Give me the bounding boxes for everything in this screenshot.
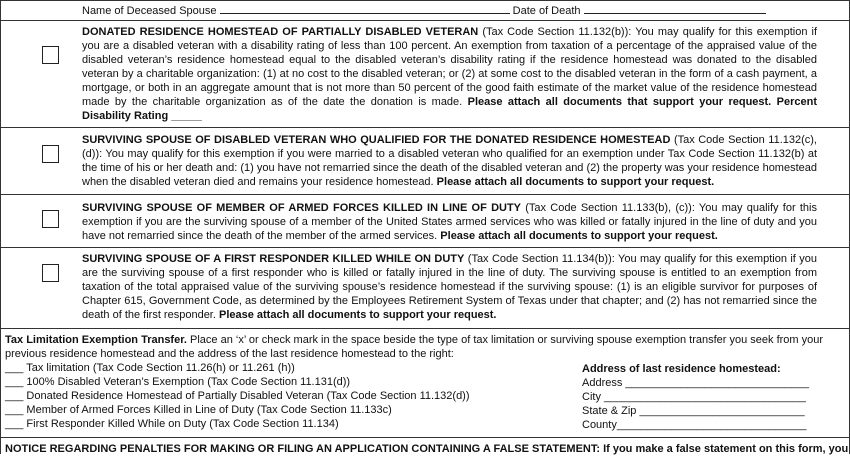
section-attach: Please attach all documents that support your request. <box>467 96 772 108</box>
section-body: You may qualify for this exemption if you are the surviving spouse of a first responder who is killed or fatally injured in the line of duty. The surviving spouse is entitled to an exemption from taxation of the total appraised value of the surviving spouse’s residence homestead if the surviving spouse: (1) is an eligible survivor for purposes of Chapter 615, Government Code, as determined by the Employees Retirement System of Texas under that chapter; and (2) has not remarried since the death of the first responder. <box>82 253 818 321</box>
tax-limitation-option[interactable]: ___ Tax limitation (Tax Code Section 11.26(h) or 11.261 (h)) <box>5 362 295 374</box>
address-heading: Address of last residence homestead: <box>582 363 781 375</box>
left-border <box>0 0 1 454</box>
divider-6 <box>0 437 850 438</box>
deceased-spouse-field[interactable] <box>220 3 510 14</box>
checkbox-armed-forces[interactable] <box>42 210 59 228</box>
section-title: SURVIVING SPOUSE OF A FIRST RESPONDER KILLED WHILE ON DUTY <box>82 253 465 265</box>
divider-2 <box>0 127 850 128</box>
divider-4 <box>0 247 850 248</box>
checkbox-surviving-spouse-donated[interactable] <box>42 145 59 163</box>
deceased-spouse-label: Name of Deceased Spouse <box>82 5 217 17</box>
tax-limitation-title: Tax Limitation Exemption Transfer. <box>5 334 187 346</box>
divider-5 <box>0 328 850 329</box>
section-attach: Please attach all documents to support your request. <box>440 230 718 242</box>
top-rule <box>0 0 850 1</box>
checkbox-first-responder[interactable] <box>42 264 59 282</box>
section-title: SURVIVING SPOUSE OF DISABLED VETERAN WHO QUALIFIED FOR THE DONATED RESIDENCE HOMESTEAD <box>82 134 671 146</box>
section-title: SURVIVING SPOUSE OF MEMBER OF ARMED FORCES KILLED IN LINE OF DUTY <box>82 202 522 214</box>
county-field[interactable]: County_______________________________ <box>582 419 807 431</box>
state-zip-field[interactable]: State & Zip ___________________________ <box>582 405 805 417</box>
section-body: You may qualify for this exemption if you are the surviving spouse of a member of the United States armed services who was killed or fatally injured in the line of duty and you have not remarried since the death of the member of the armed services. <box>82 202 817 242</box>
section-title: DONATED RESIDENCE HOMESTEAD OF PARTIALLY DISABLED VETERAN <box>82 26 479 38</box>
date-of-death-label: Date of Death <box>512 5 581 17</box>
city-field[interactable]: City _________________________________ <box>582 391 806 403</box>
tax-limitation-intro: Place an ‘x’ or check mark in the space beside the type of tax limitation or surviving spouse exemption transfer you seek from your previous residence homestead and the address of the last residence homestead to the right: <box>5 334 824 360</box>
section-body: You may qualify for this exemption if you were married to a disabled veteran who qualified for an exemption under Tax Code Section 11.132(b) at the time of his or her death and: (1) you have not remarried since the death of the disabled veteran and (2) the property was your residence homestead when the disabled veteran died and remains your residence homestead. <box>82 148 817 188</box>
armed-forces-option[interactable]: ___ Member of Armed Forces Killed in Line of Duty (Tax Code Section 11.133c) <box>5 404 392 416</box>
section-attach: Please attach all documents to support your request. <box>436 176 715 188</box>
date-of-death-field[interactable] <box>584 3 766 14</box>
section-cite: (Tax Code Section 11.132(c), (d)): <box>82 134 817 160</box>
divider-3 <box>0 194 850 195</box>
section-cite: (Tax Code Section 11.134(b)): <box>467 253 615 265</box>
section-armed-forces <box>82 201 817 243</box>
section-attach: Please attach all documents to support your request. <box>218 309 497 321</box>
percent-disability-rating[interactable]: Percent Disability Rating _____ <box>82 96 817 122</box>
disabled-veteran-option[interactable]: ___ 100% Disabled Veteran’s Exemption (Tax Code Section 11.131(d)) <box>5 376 351 388</box>
divider-1 <box>0 20 850 21</box>
section-surviving-spouse-donated <box>82 133 817 189</box>
checkbox-donated-residence[interactable] <box>42 46 59 64</box>
section-cite: (Tax Code Section 11.132(b)): <box>482 26 632 38</box>
section-donated-residence <box>82 25 817 123</box>
deceased-spouse-row <box>82 3 766 18</box>
donated-residence-option[interactable]: ___ Donated Residence Homestead of Partially Disabled Veteran (Tax Code Section 11.132(d)) <box>5 390 470 402</box>
last-residence-address <box>582 362 822 432</box>
section-body: You may qualify for this exemption if you are a disabled veteran with a disability rating of less than 100 percent. An exemption from taxation of a percentage of the appraised value of the disabled veteran’s residence homestead equal to the disabled veteran’s disability rating if the residence homestead was donated to the disabled veteran by a charitable organization: (1) at no cost to the disabled veteran; or (2) at some cost to the disabled veteran in the form of a cash payment, a mortgage, or both in an aggregate amount that is not more than 50 percent of the good faith estimate of the market value of the residence homestead made by the charitable organization as of the date the donation is made. <box>82 26 818 108</box>
penalty-notice: NOTICE REGARDING PENALTIES FOR MAKING OR FILING AN APPLICATION CONTAINING A FALSE STATEMENT: If you make a false statement on this form, you <box>5 443 849 455</box>
address-field[interactable]: Address ______________________________ <box>582 377 809 389</box>
section-first-responder <box>82 252 817 322</box>
section-cite: (Tax Code Section 11.133(b), (c)): <box>525 202 695 214</box>
first-responder-option[interactable]: ___ First Responder Killed While on Duty (Tax Code Section 11.134) <box>5 418 339 430</box>
